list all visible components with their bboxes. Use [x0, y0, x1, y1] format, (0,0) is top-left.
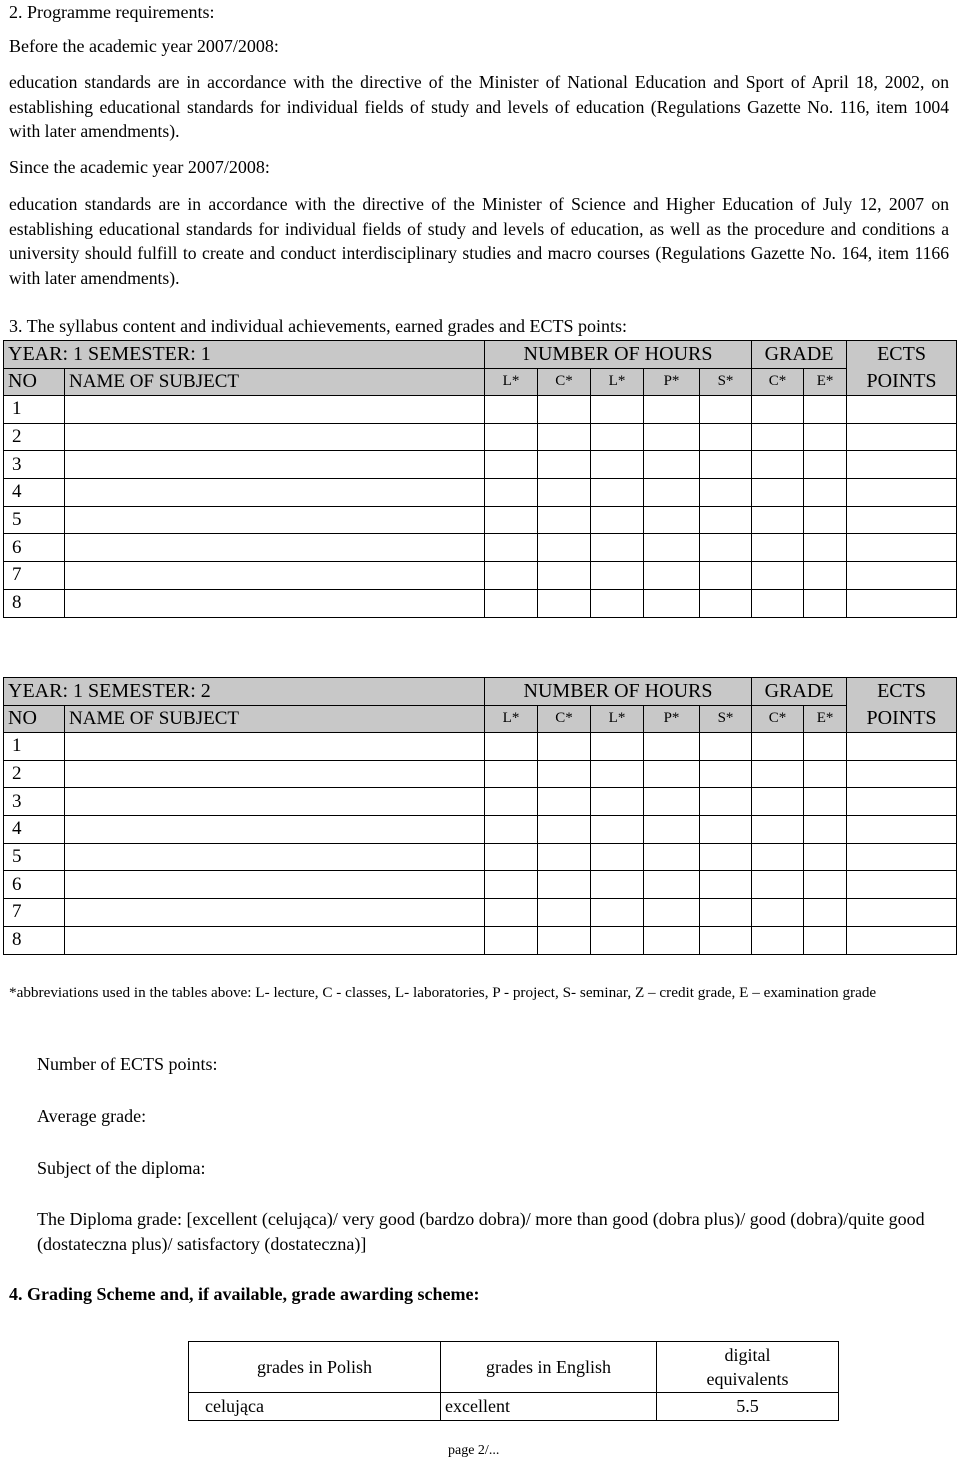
- col-exam: E*: [804, 705, 847, 733]
- subject-cell[interactable]: [65, 396, 485, 424]
- col-seminar: S*: [700, 368, 752, 396]
- points-label: POINTS: [866, 707, 937, 729]
- row-number: 4: [4, 479, 65, 507]
- table-row: [4, 506, 957, 534]
- header-english: grades in English: [441, 1342, 657, 1393]
- header-polish: grades in Polish: [189, 1342, 441, 1393]
- section-2-heading: 2. Programme requirements:: [9, 2, 215, 22]
- col-lecture: L*: [485, 705, 538, 733]
- ects-label: ECTS: [877, 343, 926, 365]
- subject-cell[interactable]: [65, 589, 485, 617]
- syllabus-table-semester-1: [3, 340, 957, 618]
- table-row: [4, 396, 957, 424]
- row-number: 6: [4, 871, 65, 899]
- points-label: POINTS: [866, 370, 937, 392]
- table-row: [4, 871, 957, 899]
- grade-english: excellent: [441, 1393, 657, 1421]
- header-digital: digital equivalents: [657, 1342, 839, 1393]
- table-row: [4, 760, 957, 788]
- table-row: [4, 562, 957, 590]
- table-row: [4, 589, 957, 617]
- since-label: Since the academic year 2007/2008:: [9, 157, 270, 177]
- subject-cell[interactable]: [65, 926, 485, 954]
- subject-cell[interactable]: [65, 843, 485, 871]
- subject-cell[interactable]: [65, 479, 485, 507]
- col-credit: C*: [752, 368, 804, 396]
- row-number: 8: [4, 926, 65, 954]
- row-number: 7: [4, 562, 65, 590]
- abbreviations-note: *abbreviations used in the tables above: L- lecture, C - classes, L- laboratories, P - project, S- seminar, Z – credit grade, E – examination grade: [9, 984, 877, 1001]
- subject-cell[interactable]: [65, 871, 485, 899]
- ects-header: [847, 341, 957, 396]
- diploma-subject-label: Subject of the diploma:: [37, 1158, 206, 1178]
- grade-header: GRADE: [752, 678, 847, 706]
- subject-cell[interactable]: [65, 816, 485, 844]
- before-label: Before the academic year 2007/2008:: [9, 36, 279, 56]
- no-header: NO: [4, 705, 65, 733]
- col-classes: C*: [538, 368, 591, 396]
- row-number: 3: [4, 451, 65, 479]
- table-row: [4, 479, 957, 507]
- hours-header: NUMBER OF HOURS: [485, 678, 752, 706]
- subject-cell[interactable]: [65, 899, 485, 927]
- col-seminar: S*: [700, 705, 752, 733]
- row-number: 5: [4, 843, 65, 871]
- row-number: 1: [4, 396, 65, 424]
- col-credit: C*: [752, 705, 804, 733]
- page-number: page 2/...: [448, 1443, 500, 1458]
- row-number: 1: [4, 733, 65, 761]
- subject-cell[interactable]: [65, 788, 485, 816]
- row-number: 4: [4, 816, 65, 844]
- table-title: YEAR: 1 SEMESTER: 2: [4, 678, 485, 706]
- table-row: [4, 451, 957, 479]
- row-number: 2: [4, 423, 65, 451]
- ects-header: [847, 678, 957, 733]
- col-project: P*: [644, 368, 700, 396]
- col-laboratories: L*: [591, 368, 644, 396]
- subject-cell[interactable]: [65, 733, 485, 761]
- col-laboratories: L*: [591, 705, 644, 733]
- syllabus-table-semester-2: [3, 677, 957, 955]
- ects-points-label: Number of ECTS points:: [37, 1054, 218, 1074]
- col-exam: E*: [804, 368, 847, 396]
- col-project: P*: [644, 705, 700, 733]
- before-text: education standards are in accordance with the directive of the Minister of National Education and Sport of April 18, 2002, on establishing educational standards for individual fields of study and levels of education (Regulations Gazette No. 116, item 1004 with later amendments).: [9, 72, 949, 141]
- col-classes: C*: [538, 705, 591, 733]
- table-row: [4, 926, 957, 954]
- table-row: [4, 534, 957, 562]
- no-header: NO: [4, 368, 65, 396]
- table-row: [4, 733, 957, 761]
- row-number: 3: [4, 788, 65, 816]
- table-row: [4, 843, 957, 871]
- subject-cell[interactable]: [65, 562, 485, 590]
- subject-cell[interactable]: [65, 451, 485, 479]
- subject-cell[interactable]: [65, 760, 485, 788]
- table-title: YEAR: 1 SEMESTER: 1: [4, 341, 485, 369]
- table-row: [4, 899, 957, 927]
- subject-header: NAME OF SUBJECT: [65, 705, 485, 733]
- ects-label: ECTS: [877, 680, 926, 702]
- row-number: 5: [4, 506, 65, 534]
- table-row: [4, 788, 957, 816]
- diploma-grade-text: The Diploma grade: [excellent (celująca)/ very good (bardzo dobra)/ more than good (dobra plus)/ good (dobra)/quite good (dostateczna plus)/ satisfactory (dostateczna)]: [37, 1209, 925, 1254]
- since-text: education standards are in accordance with the directive of the Minister of Science and Higher Education of July 12, 2007 on establishing educational standards for individual fields of study and levels of education, as well as the procedure and conditions a university should fulfill to create and conduct interdisciplinary studies and macro courses (Regulations Gazette No. 164, item 1166 with later amendments).: [9, 194, 949, 288]
- hours-header: NUMBER OF HOURS: [485, 341, 752, 369]
- section-4-heading: 4. Grading Scheme and, if available, grade awarding scheme:: [9, 1284, 480, 1304]
- row-number: 2: [4, 760, 65, 788]
- grade-header: GRADE: [752, 341, 847, 369]
- grade-polish: celująca: [189, 1393, 441, 1421]
- average-grade-label: Average grade:: [37, 1106, 147, 1126]
- subject-cell[interactable]: [65, 423, 485, 451]
- section-3-heading: 3. The syllabus content and individual achievements, earned grades and ECTS points:: [9, 316, 628, 336]
- row-number: 8: [4, 589, 65, 617]
- table-row: [4, 816, 957, 844]
- subject-cell[interactable]: [65, 506, 485, 534]
- subject-cell[interactable]: [65, 534, 485, 562]
- col-lecture: L*: [485, 368, 538, 396]
- row-number: 6: [4, 534, 65, 562]
- grading-scheme-table: [188, 1341, 839, 1421]
- row-number: 7: [4, 899, 65, 927]
- table-row: [189, 1393, 839, 1421]
- grade-digital: 5.5: [657, 1393, 839, 1421]
- subject-header: NAME OF SUBJECT: [65, 368, 485, 396]
- table-row: [4, 423, 957, 451]
